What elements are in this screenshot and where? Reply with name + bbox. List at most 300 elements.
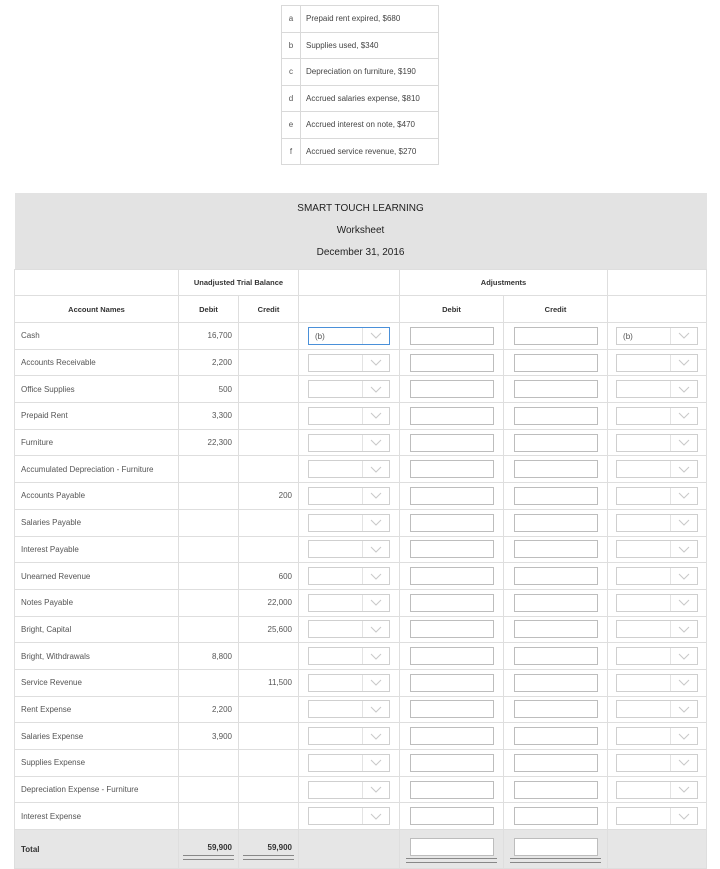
adj-credit-input[interactable] (514, 380, 598, 398)
utb-credit-value (239, 429, 299, 456)
utb-debit-value (179, 509, 239, 536)
adjustment-ref-select[interactable] (616, 540, 698, 558)
adj-debit-cell (400, 776, 504, 803)
adjustment-ref-select[interactable] (616, 514, 698, 532)
account-row (15, 803, 707, 830)
ref-cell (299, 723, 400, 750)
adjustment-ref-select[interactable] (616, 807, 698, 825)
utb-credit-value (239, 536, 299, 563)
adj-credit-cell (504, 723, 608, 750)
account-name: Cash (15, 323, 179, 350)
ref-cell-2 (608, 589, 707, 616)
utb-credit-value: 200 (239, 483, 299, 510)
account-row (15, 643, 707, 670)
chevron-down-icon (362, 621, 389, 637)
adjustment-ref-select[interactable] (616, 380, 698, 398)
ref-cell-2 (608, 536, 707, 563)
adj-debit-cell (400, 616, 504, 643)
chevron-down-icon (670, 355, 697, 371)
adjustments-reference-table (281, 5, 439, 165)
chevron-down-icon (670, 408, 697, 424)
chevron-down-icon (670, 515, 697, 531)
ref-cell (299, 696, 400, 723)
adjustment-ref-select[interactable] (308, 434, 390, 452)
adj-debit-cell (400, 803, 504, 830)
adjustment-ref-select[interactable] (308, 807, 390, 825)
chevron-down-icon (362, 595, 389, 611)
adjustment-item (282, 85, 439, 112)
account-name: Accounts Payable (15, 483, 179, 510)
adj-debit-input[interactable] (410, 407, 494, 425)
account-row (15, 429, 707, 456)
adj-credit-header: Credit (504, 296, 608, 323)
utb-debit-value (179, 589, 239, 616)
ref-cell (299, 589, 400, 616)
ref-cell (299, 616, 400, 643)
adj-debit-input[interactable] (410, 781, 494, 799)
account-row (15, 776, 707, 803)
utb-debit-value (179, 776, 239, 803)
adj-debit-cell (400, 643, 504, 670)
adjustment-ref-select[interactable] (616, 727, 698, 745)
adjustment-ref-select[interactable] (308, 620, 390, 638)
account-name: Salaries Payable (15, 509, 179, 536)
chevron-down-icon (362, 701, 389, 717)
utb-credit-value (239, 696, 299, 723)
adj-debit-cell (400, 723, 504, 750)
total-blank (608, 830, 707, 869)
account-row (15, 616, 707, 643)
adjustment-letter: a (282, 6, 301, 33)
adj-credit-input[interactable] (514, 807, 598, 825)
adjustment-ref-select[interactable] (308, 727, 390, 745)
chevron-down-icon (670, 648, 697, 664)
account-name: Rent Expense (15, 696, 179, 723)
utb-debit-value (179, 563, 239, 590)
chevron-down-icon (362, 808, 389, 824)
chevron-down-icon (670, 675, 697, 691)
account-row (15, 456, 707, 483)
chevron-down-icon (362, 355, 389, 371)
ref-cell-2 (608, 776, 707, 803)
total-adj-debit-input[interactable] (410, 838, 494, 856)
adj-debit-input[interactable] (410, 594, 494, 612)
chevron-down-icon (362, 408, 389, 424)
adj-credit-input[interactable] (514, 434, 598, 452)
adj-debit-input[interactable] (410, 460, 494, 478)
adj-debit-cell (400, 536, 504, 563)
total-credit: 59,900 (267, 842, 292, 852)
total-row (15, 830, 707, 869)
ref-cell-2 (608, 429, 707, 456)
adj-debit-header: Debit (400, 296, 504, 323)
adj-credit-cell (504, 403, 608, 430)
account-names-header: Account Names (15, 296, 179, 323)
ref-cell-2 (608, 696, 707, 723)
ref-cell-2 (608, 616, 707, 643)
utb-debit-value (179, 669, 239, 696)
adj-credit-cell (504, 536, 608, 563)
adj-credit-input[interactable] (514, 700, 598, 718)
chevron-down-icon (670, 488, 697, 504)
adj-debit-input[interactable] (410, 620, 494, 638)
adj-credit-cell (504, 483, 608, 510)
adjustment-ref-select[interactable] (616, 754, 698, 772)
header-blank (299, 296, 400, 323)
account-name: Office Supplies (15, 376, 179, 403)
adj-debit-cell (400, 563, 504, 590)
adj-debit-input[interactable] (410, 434, 494, 452)
utb-debit-value (179, 456, 239, 483)
adj-debit-input[interactable] (410, 567, 494, 585)
adjustment-ref-select[interactable] (308, 674, 390, 692)
utb-debit-value (179, 803, 239, 830)
ref-cell-2 (608, 323, 707, 350)
account-row (15, 376, 707, 403)
utb-credit-value: 600 (239, 563, 299, 590)
ref-cell (299, 536, 400, 563)
adj-credit-input[interactable] (514, 327, 598, 345)
adjustment-item (282, 59, 439, 86)
header-blank (15, 270, 179, 296)
utb-credit-value (239, 776, 299, 803)
adj-credit-input[interactable] (514, 674, 598, 692)
account-name: Unearned Revenue (15, 563, 179, 590)
adj-credit-cell (504, 643, 608, 670)
adjustment-item (282, 6, 439, 33)
adj-credit-cell (504, 323, 608, 350)
chevron-down-icon (362, 461, 389, 477)
account-row (15, 750, 707, 777)
adj-debit-input[interactable] (410, 354, 494, 372)
adj-credit-input[interactable] (514, 487, 598, 505)
chevron-down-icon (362, 381, 389, 397)
chevron-down-icon (362, 728, 389, 744)
adj-debit-input[interactable] (410, 327, 494, 345)
chevron-down-icon (362, 435, 389, 451)
adjustment-letter: c (282, 59, 301, 86)
adj-debit-cell (400, 349, 504, 376)
adj-credit-input[interactable] (514, 460, 598, 478)
chevron-down-icon (670, 541, 697, 557)
adjustment-ref-value: (b) (315, 331, 325, 341)
adj-debit-cell (400, 509, 504, 536)
account-name: Supplies Expense (15, 750, 179, 777)
account-name: Interest Payable (15, 536, 179, 563)
utb-credit-value: 25,600 (239, 616, 299, 643)
ref-cell (299, 669, 400, 696)
adj-credit-cell (504, 456, 608, 483)
adjustment-ref-select[interactable] (308, 754, 390, 772)
account-name: Notes Payable (15, 589, 179, 616)
chevron-down-icon (362, 515, 389, 531)
account-row (15, 403, 707, 430)
adj-debit-cell (400, 750, 504, 777)
account-row (15, 563, 707, 590)
ref-cell (299, 750, 400, 777)
utb-debit-value (179, 536, 239, 563)
adj-credit-cell (504, 803, 608, 830)
ref-cell (299, 803, 400, 830)
adj-credit-cell (504, 429, 608, 456)
adj-debit-cell (400, 696, 504, 723)
ref-cell-2 (608, 803, 707, 830)
adjustment-text: Accrued service revenue, $270 (301, 138, 439, 165)
total-credit-cell (239, 830, 299, 869)
account-row (15, 669, 707, 696)
adjustment-letter: d (282, 85, 301, 112)
adj-debit-input[interactable] (410, 380, 494, 398)
adj-credit-input[interactable] (514, 727, 598, 745)
adjustment-ref-select[interactable] (616, 594, 698, 612)
account-row (15, 323, 707, 350)
utb-credit-value (239, 723, 299, 750)
adjustment-text: Depreciation on furniture, $190 (301, 59, 439, 86)
adjustment-ref-select[interactable] (616, 434, 698, 452)
adjustment-letter: b (282, 32, 301, 59)
adjustment-ref-select[interactable] (308, 781, 390, 799)
account-name: Depreciation Expense - Furniture (15, 776, 179, 803)
total-adj-credit-input[interactable] (514, 838, 598, 856)
adjustment-ref-select[interactable] (616, 487, 698, 505)
adj-credit-cell (504, 563, 608, 590)
chevron-down-icon (670, 755, 697, 771)
adj-credit-cell (504, 696, 608, 723)
ref-cell (299, 776, 400, 803)
total-debit-cell (179, 830, 239, 869)
utb-header: Unadjusted Trial Balance (179, 270, 299, 296)
ref-cell (299, 456, 400, 483)
adjustment-text: Accrued salaries expense, $810 (301, 85, 439, 112)
adjustment-ref-select[interactable] (308, 540, 390, 558)
adj-credit-cell (504, 669, 608, 696)
chevron-down-icon (362, 755, 389, 771)
adjustment-ref-select[interactable] (308, 327, 390, 345)
adj-debit-input[interactable] (410, 514, 494, 532)
chevron-down-icon (362, 328, 389, 344)
account-name: Interest Expense (15, 803, 179, 830)
adj-debit-input[interactable] (410, 807, 494, 825)
ref-cell-2 (608, 376, 707, 403)
ref-cell-2 (608, 723, 707, 750)
adj-credit-cell (504, 376, 608, 403)
ref-cell-2 (608, 563, 707, 590)
worksheet-table (14, 193, 707, 869)
chevron-down-icon (670, 435, 697, 451)
account-row (15, 589, 707, 616)
ref-cell (299, 429, 400, 456)
adjustment-text: Prepaid rent expired, $680 (301, 6, 439, 33)
ref-cell-2 (608, 643, 707, 670)
adjustment-ref-select[interactable] (616, 700, 698, 718)
chevron-down-icon (670, 782, 697, 798)
ref-cell (299, 483, 400, 510)
adjustment-ref-select[interactable] (308, 514, 390, 532)
adj-credit-input[interactable] (514, 354, 598, 372)
ref-cell (299, 403, 400, 430)
adj-debit-cell (400, 483, 504, 510)
utb-credit-value (239, 643, 299, 670)
adjustment-item (282, 138, 439, 165)
header-blank (608, 270, 707, 296)
chevron-down-icon (670, 461, 697, 477)
utb-credit-value (239, 750, 299, 777)
adjustment-ref-select[interactable] (308, 407, 390, 425)
adjustment-ref-select[interactable] (308, 647, 390, 665)
chevron-down-icon (670, 808, 697, 824)
chevron-down-icon (362, 648, 389, 664)
adj-credit-cell (504, 776, 608, 803)
utb-debit-value (179, 616, 239, 643)
account-row (15, 509, 707, 536)
adj-debit-input[interactable] (410, 700, 494, 718)
adj-debit-cell (400, 376, 504, 403)
adjustment-ref-select[interactable] (616, 354, 698, 372)
utb-debit-value (179, 750, 239, 777)
adjustment-ref-select[interactable] (616, 407, 698, 425)
adj-debit-input[interactable] (410, 647, 494, 665)
utb-credit-header: Credit (239, 296, 299, 323)
ref-cell (299, 349, 400, 376)
adjustment-ref-select[interactable] (616, 460, 698, 478)
adj-credit-input[interactable] (514, 594, 598, 612)
adjustment-ref-select[interactable] (616, 647, 698, 665)
account-row (15, 349, 707, 376)
total-adj-credit-cell (504, 830, 608, 869)
ref-cell (299, 509, 400, 536)
adj-credit-input[interactable] (514, 647, 598, 665)
adjustment-ref-value: (b) (623, 331, 633, 341)
adjustment-ref-select[interactable] (616, 781, 698, 799)
adj-debit-cell (400, 429, 504, 456)
adjustment-ref-select[interactable] (616, 567, 698, 585)
adj-credit-input[interactable] (514, 620, 598, 638)
utb-credit-value (239, 803, 299, 830)
adj-credit-input[interactable] (514, 567, 598, 585)
adjustment-ref-select[interactable] (308, 700, 390, 718)
account-name: Bright, Withdrawals (15, 643, 179, 670)
header-blank (608, 296, 707, 323)
chevron-down-icon (670, 381, 697, 397)
ref-cell-2 (608, 403, 707, 430)
worksheet-date: December 31, 2016 (15, 241, 707, 270)
adj-debit-input[interactable] (410, 540, 494, 558)
ref-cell (299, 643, 400, 670)
adjustment-ref-select[interactable] (616, 620, 698, 638)
account-name: Bright, Capital (15, 616, 179, 643)
worksheet-title: Worksheet (15, 219, 707, 241)
utb-debit-header: Debit (179, 296, 239, 323)
adj-credit-input[interactable] (514, 540, 598, 558)
adjustment-ref-select[interactable] (308, 380, 390, 398)
chevron-down-icon (670, 621, 697, 637)
adjustments-header: Adjustments (400, 270, 608, 296)
utb-credit-value: 11,500 (239, 669, 299, 696)
adjustment-item (282, 112, 439, 139)
adj-debit-cell (400, 323, 504, 350)
adj-debit-cell (400, 669, 504, 696)
chevron-down-icon (362, 782, 389, 798)
adjustment-ref-select[interactable] (308, 594, 390, 612)
chevron-down-icon (362, 488, 389, 504)
chevron-down-icon (670, 728, 697, 744)
utb-credit-value (239, 509, 299, 536)
total-debit: 59,900 (207, 842, 232, 852)
adjustment-ref-select[interactable] (308, 460, 390, 478)
adj-debit-input[interactable] (410, 754, 494, 772)
account-row (15, 696, 707, 723)
ref-cell-2 (608, 509, 707, 536)
adjustment-letter: e (282, 112, 301, 139)
chevron-down-icon (362, 675, 389, 691)
chevron-down-icon (670, 595, 697, 611)
adjustment-ref-select[interactable] (308, 567, 390, 585)
total-blank (299, 830, 400, 869)
adj-debit-cell (400, 589, 504, 616)
chevron-down-icon (362, 568, 389, 584)
adjustment-ref-select[interactable] (616, 674, 698, 692)
utb-debit-value: 3,300 (179, 403, 239, 430)
adj-credit-cell (504, 349, 608, 376)
utb-debit-value: 2,200 (179, 696, 239, 723)
account-name: Service Revenue (15, 669, 179, 696)
adjustment-ref-select[interactable] (308, 487, 390, 505)
ref-cell-2 (608, 750, 707, 777)
adj-credit-input[interactable] (514, 781, 598, 799)
adj-credit-cell (504, 589, 608, 616)
account-row (15, 723, 707, 750)
account-name: Furniture (15, 429, 179, 456)
adj-debit-cell (400, 403, 504, 430)
adj-debit-input[interactable] (410, 674, 494, 692)
header-blank (299, 270, 400, 296)
ref-cell-2 (608, 483, 707, 510)
account-name: Salaries Expense (15, 723, 179, 750)
chevron-down-icon (362, 541, 389, 557)
adj-credit-cell (504, 616, 608, 643)
adj-credit-input[interactable] (514, 754, 598, 772)
adj-debit-input[interactable] (410, 487, 494, 505)
total-adj-debit-cell (400, 830, 504, 869)
adj-debit-input[interactable] (410, 727, 494, 745)
total-label: Total (15, 830, 179, 869)
account-name: Accumulated Depreciation - Furniture (15, 456, 179, 483)
utb-debit-value (179, 483, 239, 510)
adj-credit-cell (504, 509, 608, 536)
adjustment-ref-select[interactable] (308, 354, 390, 372)
utb-debit-value: 500 (179, 376, 239, 403)
adj-credit-input[interactable] (514, 514, 598, 532)
utb-credit-value (239, 403, 299, 430)
utb-credit-value: 22,000 (239, 589, 299, 616)
account-row (15, 483, 707, 510)
utb-debit-value: 8,800 (179, 643, 239, 670)
adjustment-text: Supplies used, $340 (301, 32, 439, 59)
utb-credit-value (239, 376, 299, 403)
utb-credit-value (239, 456, 299, 483)
utb-debit-value: 2,200 (179, 349, 239, 376)
adjustment-item (282, 32, 439, 59)
company-name: SMART TOUCH LEARNING (15, 193, 707, 219)
chevron-down-icon (670, 701, 697, 717)
utb-credit-value (239, 349, 299, 376)
ref-cell (299, 376, 400, 403)
adjustment-ref-select[interactable] (616, 327, 698, 345)
adj-credit-input[interactable] (514, 407, 598, 425)
ref-cell-2 (608, 456, 707, 483)
chevron-down-icon (670, 328, 697, 344)
ref-cell (299, 323, 400, 350)
